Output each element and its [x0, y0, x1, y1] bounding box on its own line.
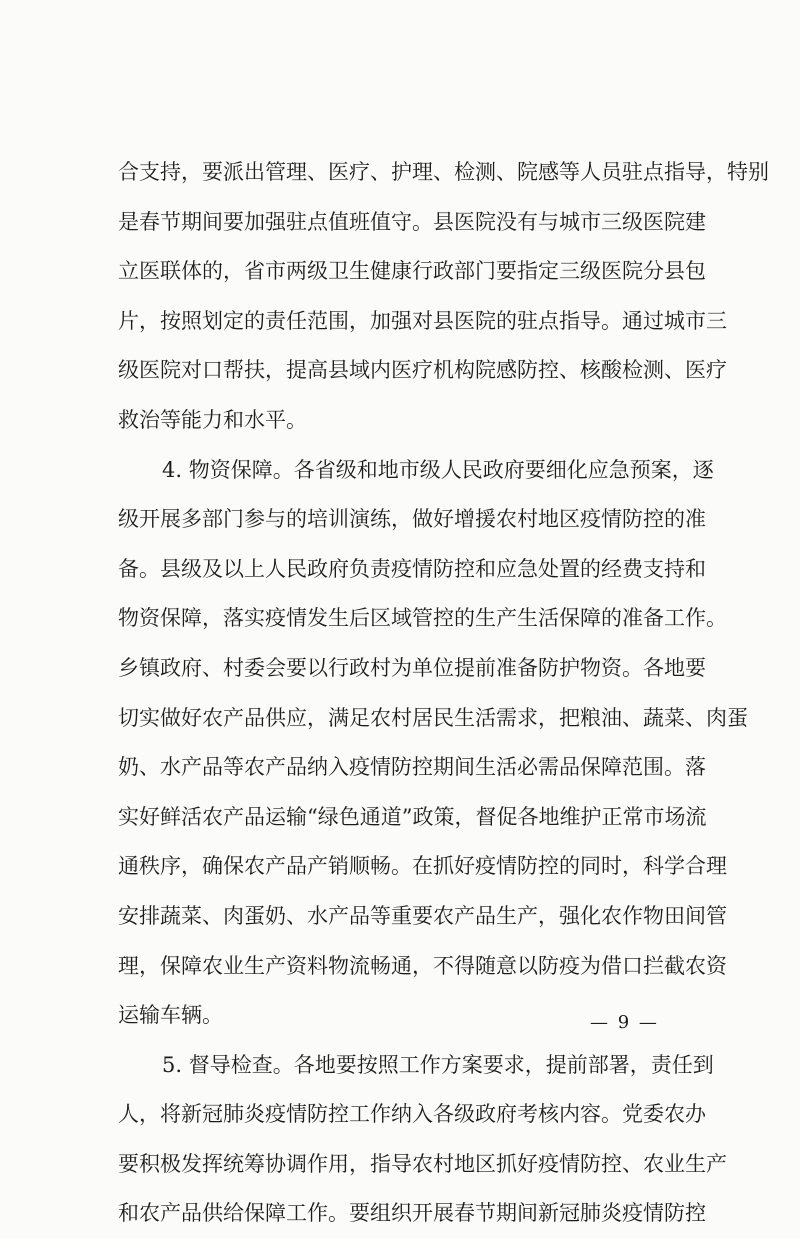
text-line: 理，保障农业生产资料物流畅通，不得随意以防疫为借口拦截农资	[118, 953, 727, 978]
text-line: 备。县级及以上人民政府负责疫情防控和应急处置的经费支持和	[118, 556, 706, 581]
text-line: 运输车辆。	[118, 1003, 223, 1028]
text-line: 乡镇政府、村委会要以行政村为单位提前准备防护物资。各地要	[118, 655, 706, 680]
text-line: 立医联体的，省市两级卫生健康行政部门要指定三级医院分县包	[118, 259, 706, 284]
text-line: 切实做好农产品供应，满足农村居民生活需求，把粮油、蔬菜、肉蛋	[118, 705, 748, 730]
text-line: 级开展多部门参与的培训演练，做好增援农村地区疫情防控的准	[118, 507, 706, 532]
body-text	[118, 148, 769, 1239]
text-line: 级医院对口帮扶，提高县域内医疗机构院感防控、核酸检测、医疗	[118, 358, 727, 383]
text-line: 实好鲜活农产品运输“绿色通道”政策，督促各地维护正常市场流	[118, 804, 707, 829]
text-line: 片，按照划定的责任范围，加强对县医院的驻点指导。通过城市三	[118, 308, 727, 333]
page-number: — 9 —	[590, 1012, 659, 1033]
text-line: 通秩序，确保农产品产销顺畅。在抓好疫情防控的同时，科学合理	[118, 854, 727, 879]
text-line: 是春节期间要加强驻点值班值守。县医院没有与城市三级医院建	[118, 209, 706, 234]
text-line: 和农产品供给保障工作。要组织开展春节期间新冠肺炎疫情防控	[118, 1201, 706, 1226]
text-line: 奶、水产品等农产品纳入疫情防控期间生活必需品保障范围。落	[118, 755, 706, 780]
section-heading-line: 5. 督导检查。各地要按照工作方案要求，提前部署，责任到	[162, 1052, 714, 1077]
text-line: 救治等能力和水平。	[118, 407, 307, 432]
section-heading-line: 4. 物资保障。各省级和地市级人民政府要细化应急预案，逐	[162, 457, 714, 482]
text-line: 物资保障，落实疫情发生后区域管控的生产生活保障的准备工作。	[118, 606, 727, 631]
text-line: 人，将新冠肺炎疫情防控工作纳入各级政府考核内容。党委农办	[118, 1102, 706, 1127]
text-line: 安排蔬菜、肉蛋奶、水产品等重要农产品生产，强化农作物田间管	[118, 903, 727, 928]
text-line: 要积极发挥统筹协调作用，指导农村地区抓好疫情防控、农业生产	[118, 1151, 727, 1176]
text-line: 合支持，要派出管理、医疗、护理、检测、院感等人员驻点指导，特别	[118, 160, 769, 184]
